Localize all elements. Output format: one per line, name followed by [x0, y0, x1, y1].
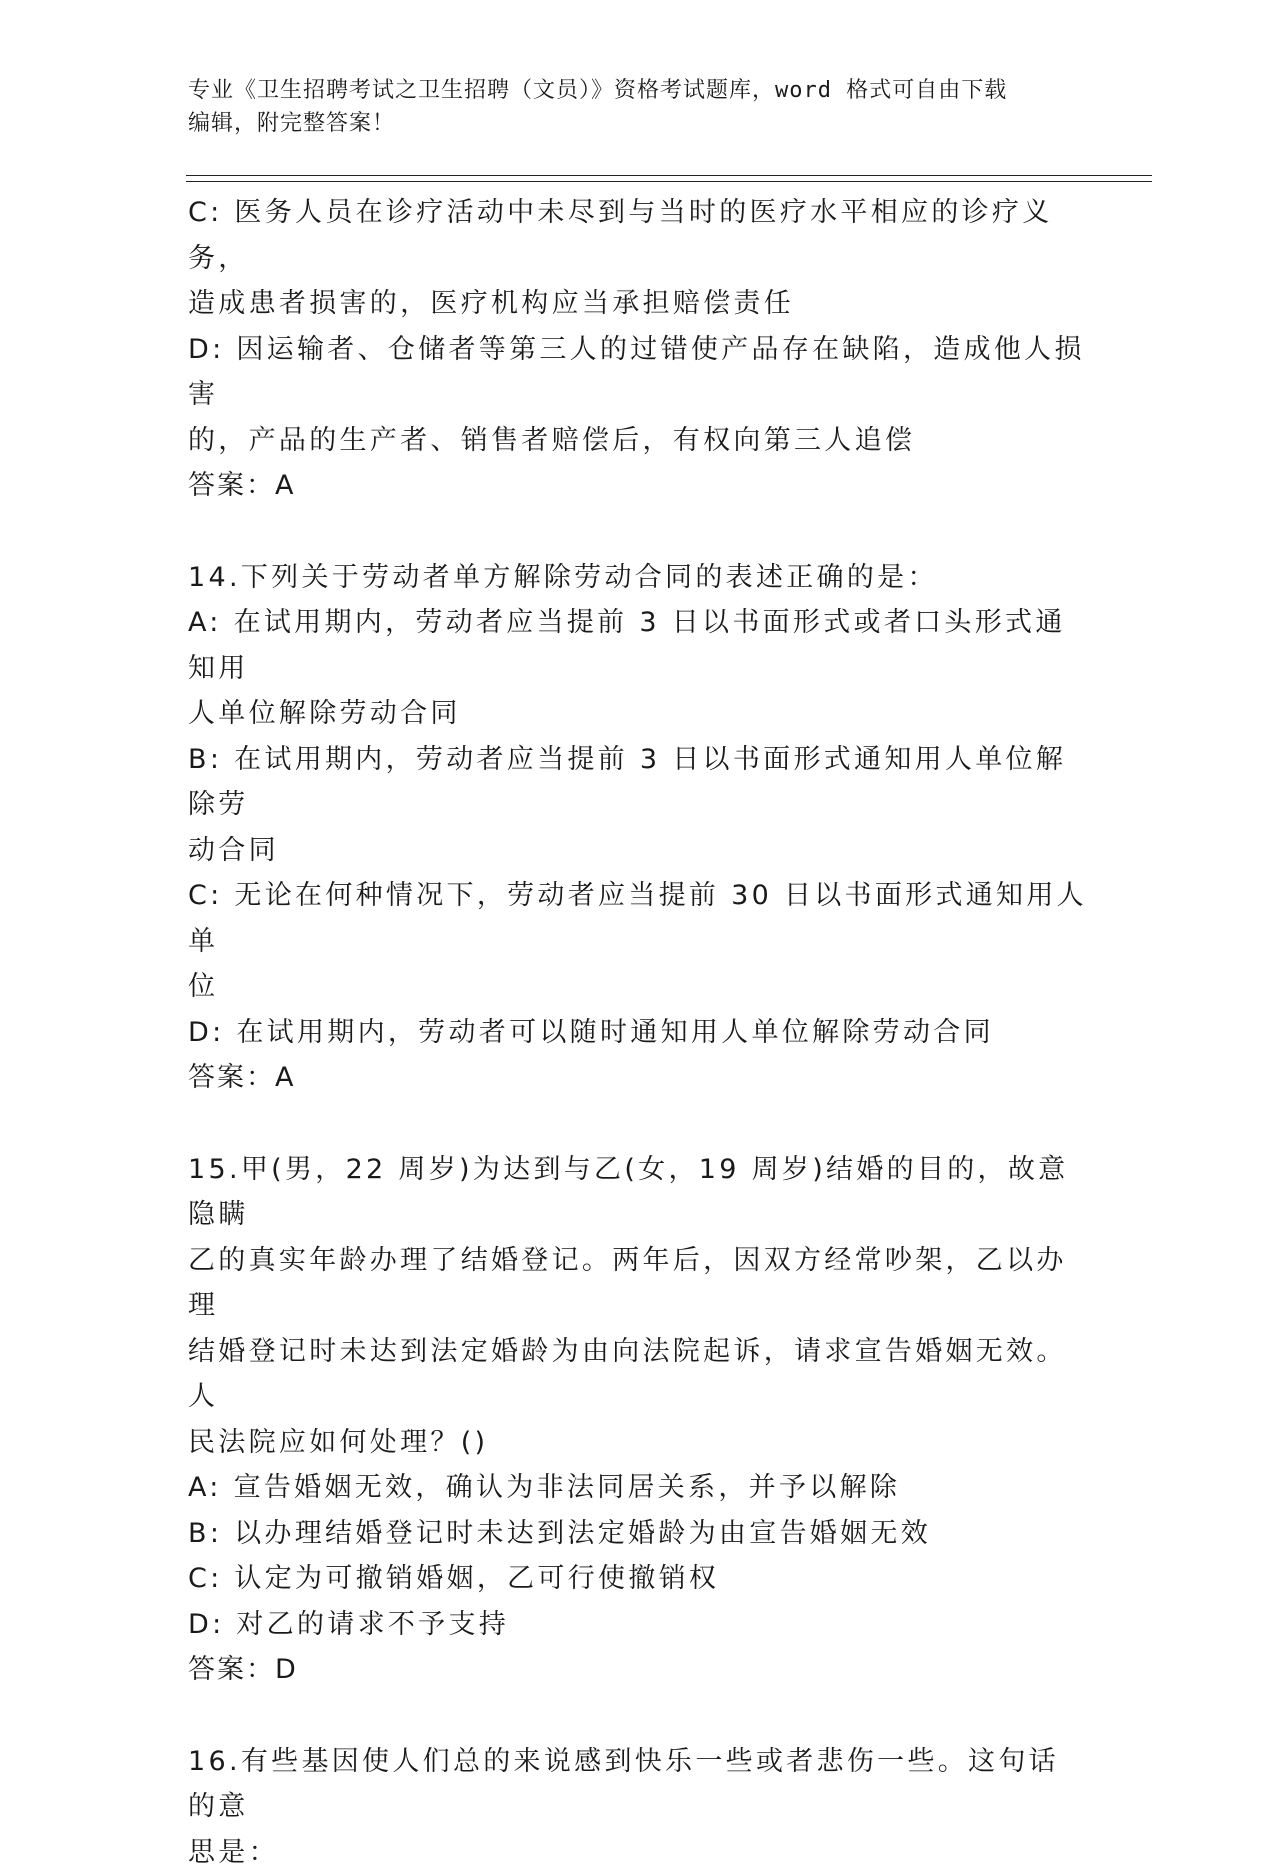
- q14-option-a-line-1: A: 在试用期内，劳动者应当提前 3 日以书面形式或者口头形式通知用: [188, 600, 1088, 691]
- q14-answer: 答案：A: [188, 1055, 1088, 1101]
- header-divider-bottom: [186, 181, 1152, 182]
- q15-answer: 答案：D: [188, 1647, 1088, 1693]
- q15-option-c: C: 认定为可撤销婚姻，乙可行使撤销权: [188, 1556, 1088, 1602]
- q15-option-d: D: 对乙的请求不予支持: [188, 1602, 1088, 1648]
- spacer: [188, 1693, 1088, 1739]
- spacer: [188, 509, 1088, 555]
- q15-option-a: A: 宣告婚姻无效，确认为非法同居关系，并予以解除: [188, 1465, 1088, 1511]
- q14-option-b-line-2: 动合同: [188, 828, 1088, 874]
- q15-stem-line-2: 乙的真实年龄办理了结婚登记。两年后，因双方经常吵架，乙以办理: [188, 1238, 1088, 1329]
- q13-option-d-line-1: D: 因运输者、仓储者等第三人的过错使产品存在缺陷，造成他人损害: [188, 327, 1088, 418]
- q13-answer: 答案：A: [188, 463, 1088, 509]
- q14-option-a-line-2: 人单位解除劳动合同: [188, 691, 1088, 737]
- q13-option-c-line-1: C: 医务人员在诊疗活动中未尽到与当时的医疗水平相应的诊疗义务，: [188, 190, 1088, 281]
- header-line-1: 专业《卫生招聘考试之卫生招聘（文员）》资格考试题库，word 格式可自由下载: [188, 74, 1088, 107]
- question-16: [188, 1739, 1088, 1875]
- question-13-fragment: [188, 190, 1088, 509]
- question-content: [188, 190, 1088, 1875]
- question-15: [188, 1147, 1088, 1693]
- q16-stem-line-1: 16.有些基因使人们总的来说感到快乐一些或者悲伤一些。这句话的意: [188, 1739, 1088, 1830]
- q14-option-b-line-1: B: 在试用期内，劳动者应当提前 3 日以书面形式通知用人单位解除劳: [188, 737, 1088, 828]
- q14-stem: 14.下列关于劳动者单方解除劳动合同的表述正确的是：: [188, 555, 1088, 601]
- q14-option-c-line-1: C: 无论在何种情况下，劳动者应当提前 30 日以书面形式通知用人单: [188, 873, 1088, 964]
- header-divider-top: [186, 175, 1152, 176]
- document-header: [188, 74, 1088, 140]
- q16-stem-line-2: 思是：: [188, 1830, 1088, 1875]
- spacer: [188, 1101, 1088, 1147]
- q15-stem-line-4: 民法院应如何处理？(): [188, 1420, 1088, 1466]
- q15-stem-line-3: 结婚登记时未达到法定婚龄为由向法院起诉，请求宣告婚姻无效。人: [188, 1329, 1088, 1420]
- q15-option-b: B: 以办理结婚登记时未达到法定婚龄为由宣告婚姻无效: [188, 1511, 1088, 1557]
- q13-option-c-line-2: 造成患者损害的，医疗机构应当承担赔偿责任: [188, 281, 1088, 327]
- question-14: [188, 555, 1088, 1101]
- q13-option-d-line-2: 的，产品的生产者、销售者赔偿后，有权向第三人追偿: [188, 418, 1088, 464]
- q15-stem-line-1: 15.甲(男，22 周岁)为达到与乙(女，19 周岁)结婚的目的，故意隐瞒: [188, 1147, 1088, 1238]
- q14-option-c-line-2: 位: [188, 964, 1088, 1010]
- q14-option-d: D: 在试用期内，劳动者可以随时通知用人单位解除劳动合同: [188, 1010, 1088, 1056]
- header-line-2: 编辑，附完整答案！: [188, 107, 1088, 140]
